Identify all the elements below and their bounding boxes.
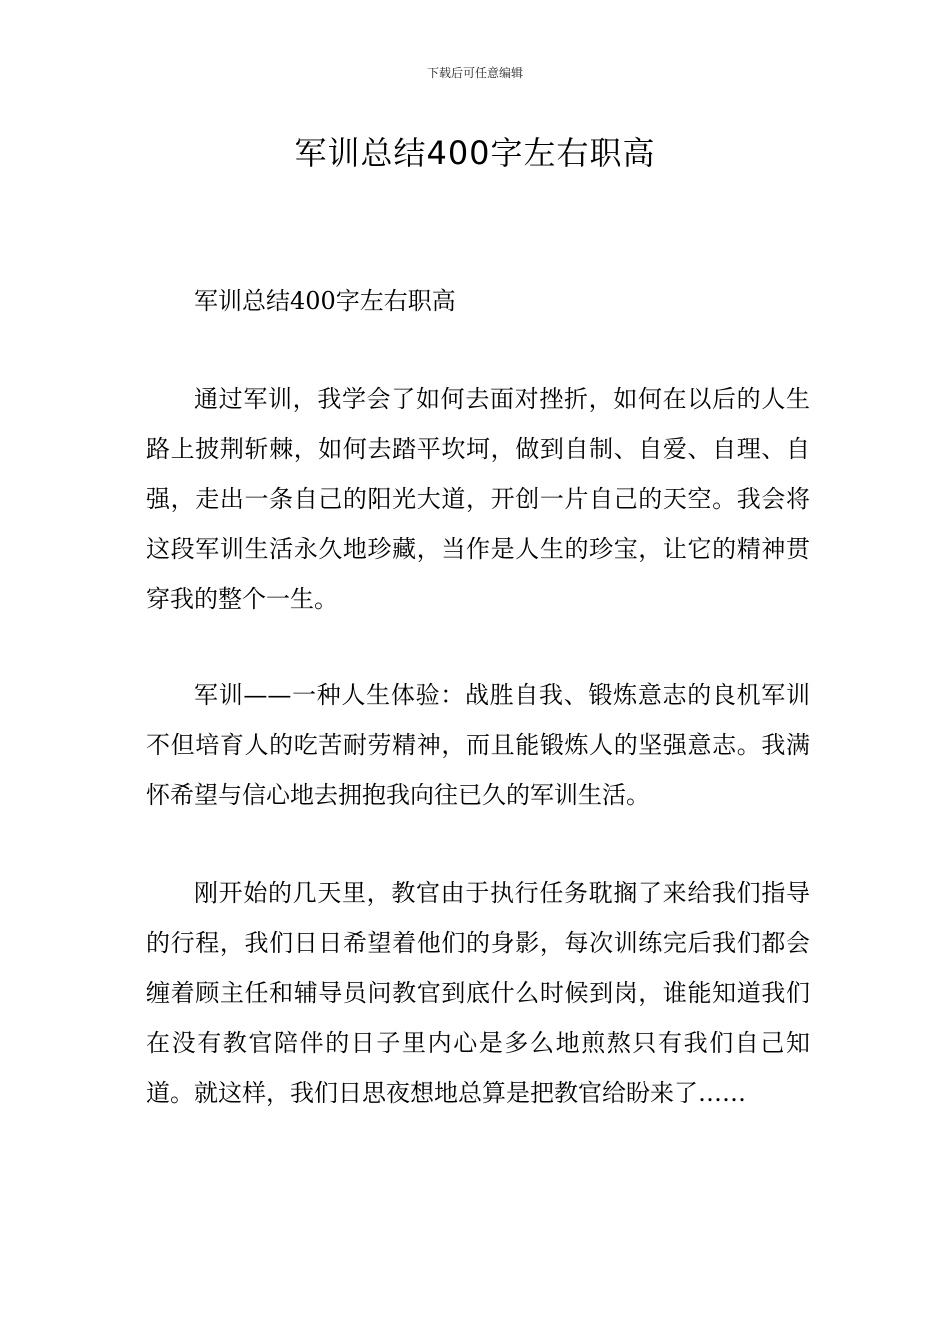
document-title: 军训总结400字左右职高 bbox=[294, 134, 656, 172]
body-paragraph-subtitle bbox=[146, 276, 810, 326]
header-note: 下载后可任意编辑 bbox=[426, 66, 523, 80]
paragraph-text: 通过军训，我学会了如何去面对挫折，如何在以后的人生路上披荆斩棘，如何去踏平坎坷，做到自制、自爱、自理、自强，走出一条自己的阳光大道，开创一片自己的天空。我会将这段军训生活永久地珍藏，当作是人生的珍宝，让它的精神贯穿我的整个一生。 bbox=[146, 385, 810, 613]
paragraph-text: 军训——一种人生体验：战胜自我、锻炼意志的良机军训不但培育人的吃苦耐劳精神，而且能锻炼人的坚强意志。我满怀希望与信心地去拥抱我向往已久的军训生活。 bbox=[146, 681, 810, 809]
body-paragraph-2 bbox=[146, 670, 810, 820]
paragraph-text: 刚开始的几天里，教官由于执行任务耽搁了来给我们指导的行程，我们日日希望着他们的身影，每次训练完后我们都会缠着顾主任和辅导员问教官到底什么时候到岗，谁能知道我们在没有教官陪伴的日子里内心是多么地煎熬只有我们自己知道。就这样，我们日思夜想地总算是把教官给盼来了…… bbox=[146, 879, 810, 1107]
body-paragraph-3 bbox=[146, 868, 810, 1118]
paragraph-text: 军训总结400字左右职高 bbox=[194, 287, 456, 315]
body-paragraph-1 bbox=[146, 374, 810, 624]
